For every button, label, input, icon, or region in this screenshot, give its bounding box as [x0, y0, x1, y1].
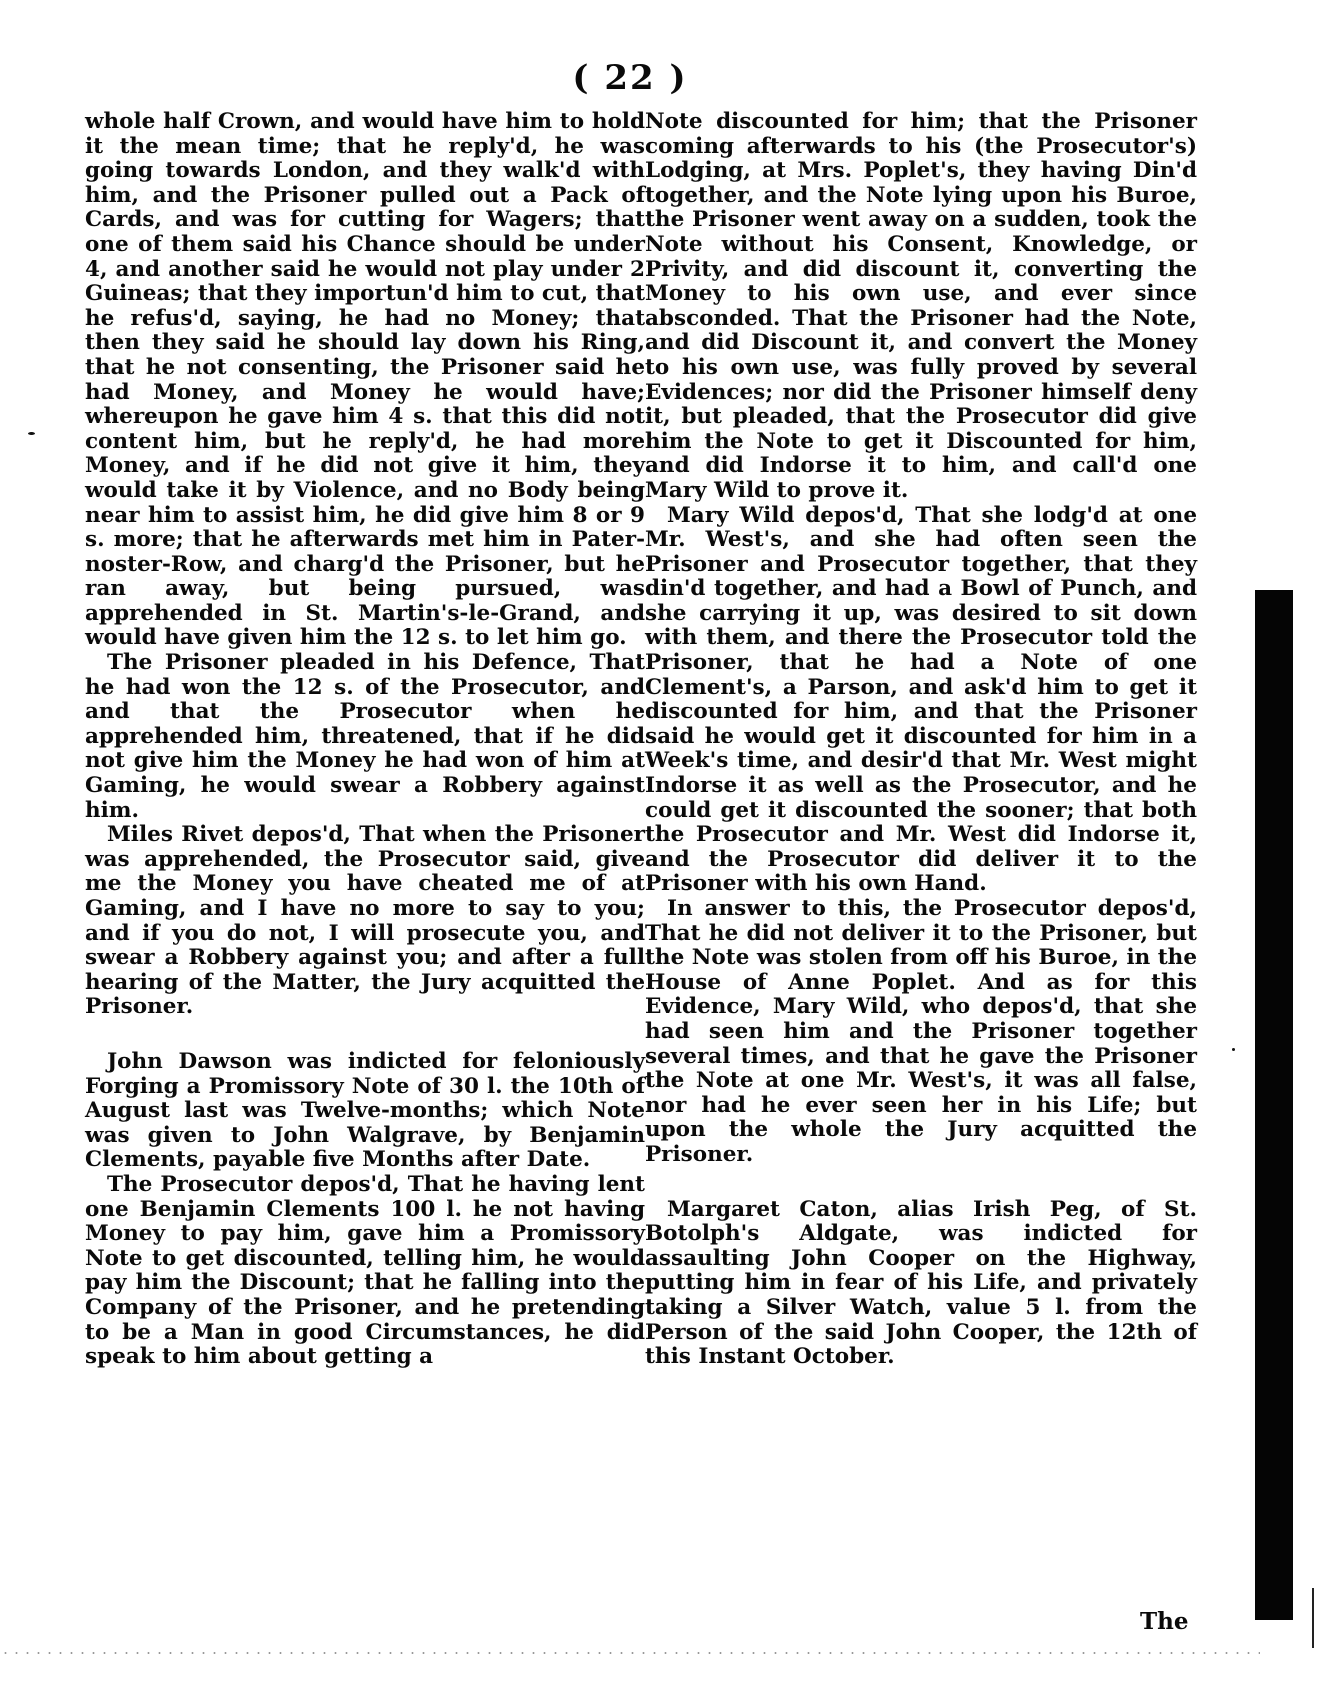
page-number: ( 22 )	[572, 58, 688, 98]
scan-noise	[0, 1650, 1260, 1656]
left-column	[85, 110, 645, 1370]
paragraph: The Prisoner pleaded in his Defence, That he had won the 12 s. of the Prosecutor, and and that the Prosecutor when he apprehended him, threatened, that if he did not give him the Money he had won of him at Gaming, he would swear a Robbery against him.	[85, 650, 645, 823]
paragraph: Miles Rivet depos'd, That when the Prisoner was apprehended, the Prosecutor said, give me the Money you have cheated me of at Gaming, and I have no more to say to you; and if you do not, I will prosecute you, and swear a Robbery against you; and after a full hearing of the Matter, the Jury acquitted the Prisoner.	[85, 822, 645, 1020]
scan-speck	[1232, 1048, 1235, 1051]
paragraph: Margaret Caton, alias Irish Peg, of St. Botolph's Aldgate, was indicted for assaulting John Cooper on the Highway, putting him in fear of his Life, and privately taking a Silver Watch, value 5 l. from the Person of the said John Cooper, the 12th of this Instant October.	[645, 1196, 1197, 1370]
paragraph: whole half Crown, and would have him to hold it the mean time; that he reply'd, he was going towards London, and they walk'd with him, and the Prisoner pulled out a Pack of Cards, and was for cutting for Wagers; that one of them said his Chance should be under 4, and another said he would not play under 2 Guineas; that they importun'd him to cut, that he refus'd, saying, he had no Money; that then they said he should lay down his Ring, that he not consenting, the Prisoner said he had Money, and Money he would have; whereupon he gave him 4 s. that this did not content him, but he reply'd, he had more Money, and if he did not give it him, they would take it by Violence, and no Body being near him to assist him, he did give him 8 or 9 s. more; that he afterwards met him in Pater-noster-Row, and charg'd the Prisoner, but he ran away, but being pursued, was apprehended in St. Martin's-le-Grand, and would have given him the 12 s. to let him go.	[85, 109, 645, 651]
scan-edge-shadow	[1255, 590, 1293, 1620]
paragraph: Mary Wild depos'd, That she lodg'd at one Mr. West's, and she had often seen the Prisoner and Prosecutor together, that they din'd together, and had a Bowl of Punch, and she carrying it up, was desired to sit down with them, and there the Prosecutor told the Prisoner, that he had a Note of one Clement's, a Parson, and ask'd him to get it discounted for him, and that the Prisoner said he would get it discounted for him in a Week's time, and desir'd that Mr. West might Indorse it as well as the Prosecutor, and he could get it discounted the sooner; that both the Prosecutor and Mr. West did Indorse it, and the Prosecutor did deliver it to the Prisoner with his own Hand.	[645, 502, 1197, 897]
paragraph: John Dawson was indicted for feloniously Forging a Promissory Note of 30 l. the 10th of August last was Twelve-months; which Note was given to John Walgrave, by Benjamin Clements, payable five Months after Date.	[85, 1048, 645, 1173]
paragraph: In answer to this, the Prosecutor depos'd, That he did not deliver it to the Prisoner, but the Note was stolen from off his Buroe, in the House of Anne Poplet. And as for this Evidence, Mary Wild, who depos'd, that she had seen him and the Prisoner together several times, and that he gave the Prisoner the Note at one Mr. West's, it was all false, nor had he ever seen her in his Life; but upon the whole the Jury acquitted the Prisoner.	[645, 896, 1197, 1167]
paragraph: The Prosecutor depos'd, That he having lent one Benjamin Clements 100 l. he not having Money to pay him, gave him a Promissory Note to get discounted, telling him, he would pay him the Discount; that he falling into the Company of the Prisoner, and he pretending to be a Man in good Circumstances, he did speak to him about getting a	[85, 1171, 645, 1370]
scan-edge-line	[1312, 1588, 1314, 1648]
section-gap	[85, 1020, 645, 1050]
paragraph: Note discounted for him; that the Prisoner coming afterwards to his (the Prosecutor's) Lodging, at Mrs. Poplet's, they having Din'd together, and the Note lying upon his Buroe, the Prisoner went away on a sudden, took the Note without his Consent, Knowledge, or Privity, and did discount it, converting the Money to his own use, and ever since absconded. That the Prisoner had the Note, and did Discount it, and convert the Money to his own use, was fully proved by several Evidences; nor did the Prisoner himself deny it, but pleaded, that the Prosecutor did give him the Note to get it Discounted for him, and did Indorse it to him, and call'd one Mary Wild to prove it.	[645, 109, 1197, 503]
right-column	[645, 110, 1197, 1370]
catchword: The	[1140, 1608, 1189, 1635]
scan-speck	[28, 432, 35, 435]
section-gap	[645, 1168, 1197, 1198]
